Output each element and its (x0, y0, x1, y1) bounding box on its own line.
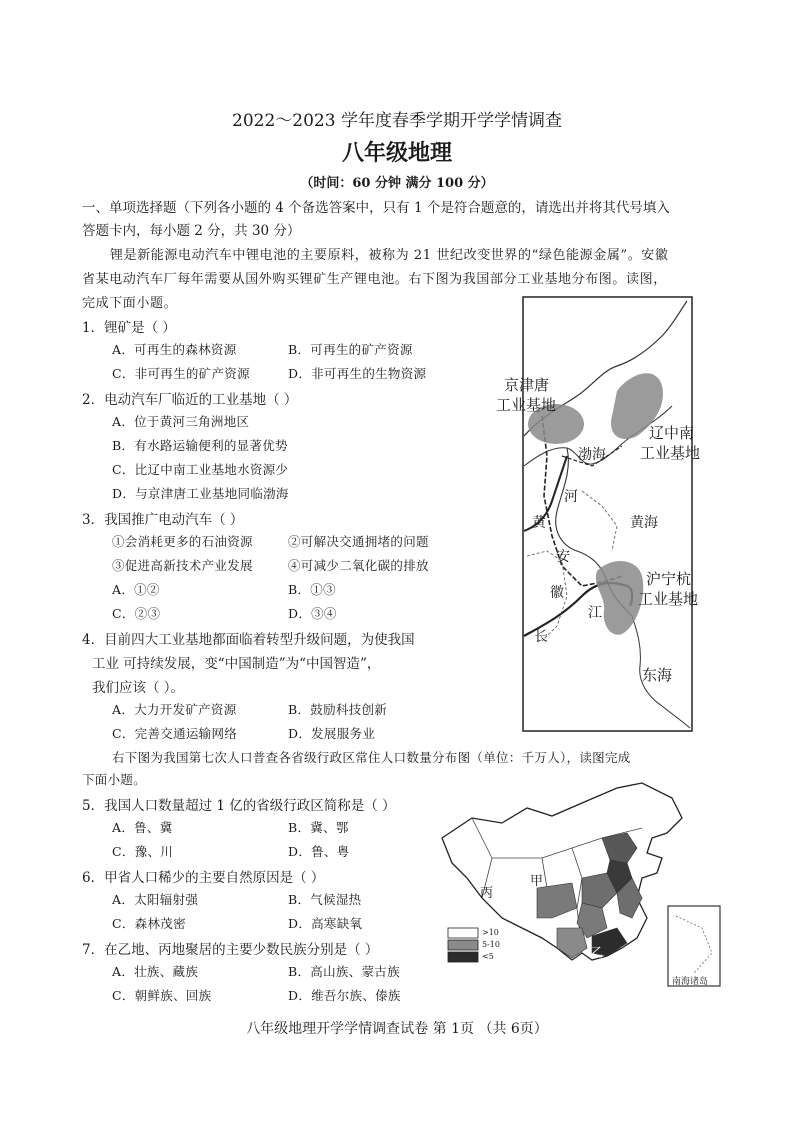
q7-option-c: C．朝鲜族、回族 (112, 988, 212, 1003)
q4-option-b: B．鼓励科技创新 (288, 702, 388, 717)
q3-option-b: B．①③ (288, 582, 336, 597)
label-donghai: 东海 (642, 666, 673, 684)
q6-option-d: D．高寒缺氧 (288, 916, 363, 931)
label-huang: 黄 (532, 515, 546, 531)
q2-option-d: D．与京津唐工业基地同临渤海 (112, 486, 289, 501)
q3-stem: 3．我国推广电动汽车（ ） (82, 512, 244, 528)
section-heading: 一、单项选择题（下列各小题的 4 个备选答案中，只有 1 个是符合题意的，请选出并将其代号填入 (82, 200, 670, 216)
legend-label: 5-10 (482, 940, 500, 949)
label-huninghang: 沪宁杭 (646, 570, 692, 588)
q4-stem-cont: 我们应该（ ）。 (92, 680, 185, 696)
passage2-line: 下面小题。 (82, 772, 147, 787)
q5-option-b: B．冀、鄂 (288, 820, 349, 835)
q3-statement-2: ②可解决交通拥堵的问题 (288, 534, 429, 549)
q1-option-a: A．可再生的森林资源 (112, 342, 237, 357)
label-jingjintang: 京津唐 (504, 376, 550, 394)
exam-title: 2022～2023 学年度春季学期开学学情调查 (232, 111, 562, 131)
label-huanghai: 黄海 (630, 515, 658, 531)
q1-stem: 1．锂矿是（ ） (82, 320, 176, 336)
q3-statement-1: ①会消耗更多的石油资源 (112, 534, 253, 549)
passage1-line: 锂是新能源电动汽车中锂电池的主要原料，被称为 21 世纪改变世界的“绿色能源金属”。安徽 (110, 248, 669, 263)
label-bohai: 渤海 (578, 447, 606, 463)
subject-title: 八年级地理 (341, 141, 452, 166)
industrial-base-map (496, 296, 701, 732)
label-yi: 乙 (590, 946, 604, 961)
label-hui: 徽 (550, 585, 564, 601)
q3-statement-4: ④可减少二氧化碳的排放 (288, 558, 429, 573)
q1-option-d: D．非可再生的生物资源 (288, 366, 427, 381)
q1-option-b: B．可再生的矿产资源 (288, 342, 413, 357)
q4-stem: 4．目前四大工业基地都面临着转型升级问题，为使我国 (82, 632, 415, 648)
label-liaozhongnan-base: 工业基地 (640, 444, 701, 462)
q7-option-a: A．壮族、藏族 (112, 964, 199, 979)
label-liaozhongnan: 辽中南 (649, 424, 695, 442)
inset-label: 南海诸岛 (672, 977, 709, 987)
q1-option-c: C．非可再生的矿产资源 (112, 366, 250, 381)
q3-option-d: D．③④ (288, 606, 337, 621)
q2-option-a: A．位于黄河三角洲地区 (112, 414, 250, 429)
q2-option-c: C．比辽中南工业基地水资源少 (112, 462, 289, 477)
q2-stem: 2．电动汽车厂临近的工业基地（ ） (82, 392, 298, 408)
q3-option-a: A．①② (112, 582, 160, 597)
q6-option-b: B．气候湿热 (288, 892, 362, 907)
q5-option-a: A．鲁、冀 (112, 820, 173, 835)
q3-option-c: C．②③ (112, 606, 161, 621)
label-jia: 甲 (530, 874, 544, 889)
q6-stem: 6．甲省人口稀少的主要自然原因是（ ） (82, 870, 325, 886)
q7-stem: 7．在乙地、丙地聚居的主要少数民族分别是（ ） (82, 942, 379, 958)
label-jiang: 江 (588, 605, 602, 621)
population-map (432, 778, 722, 993)
label-jingjintang-base: 工业基地 (496, 396, 557, 414)
label-an: 安 (556, 549, 570, 565)
q5-option-c: C．豫、川 (112, 844, 174, 859)
q4-option-c: C．完善交通运输网络 (112, 726, 238, 741)
legend-label: >10 (482, 928, 499, 937)
label-he: 河 (564, 489, 578, 505)
q5-option-d: D．鲁、粤 (288, 844, 350, 859)
page-footer: 八年级地理开学学情调查试卷 第 1页 （共 6页） (246, 1021, 548, 1037)
q6-option-c: C．森林茂密 (112, 916, 186, 931)
q6-option-a: A．太阳辐射强 (112, 892, 199, 907)
label-chang: 长 (534, 629, 548, 645)
q4-option-a: A．大力开发矿产资源 (112, 702, 237, 717)
q7-option-d: D．维吾尔族、傣族 (288, 988, 401, 1003)
exam-meta: （时间：60 分钟 满分 100 分） (300, 176, 494, 191)
q7-option-b: B．高山族、蒙古族 (288, 964, 400, 979)
q5-stem: 5．我国人口数量超过 1 亿的省级行政区简称是（ ） (82, 798, 396, 814)
q4-option-d: D．发展服务业 (288, 726, 376, 741)
legend-label: <5 (482, 952, 494, 961)
passage2-line: 右下图为我国第七次人口普查各省级行政区常住人口数量分布图（单位：千万人），读图完成 (112, 750, 631, 765)
label-huninghang-base: 工业基地 (638, 590, 699, 608)
passage1-line: 完成下面小题。 (82, 296, 178, 311)
q3-statement-3: ③促进高新技术产业发展 (112, 558, 253, 573)
label-bing: 丙 (480, 886, 494, 901)
q4-stem-cont: 工业 可持续发展，变“中国制造”为“中国智造”， (92, 656, 381, 672)
passage1-line: 省某电动汽车厂每年需要从国外购买锂矿生产锂电池。右下图为我国部分工业基地分布图。读图， (82, 272, 667, 287)
q2-option-b: B．有水路运输便利的显著优势 (112, 438, 288, 453)
section-heading-cont: 答题卡内，每小题 2 分，共 30 分） (82, 223, 301, 239)
